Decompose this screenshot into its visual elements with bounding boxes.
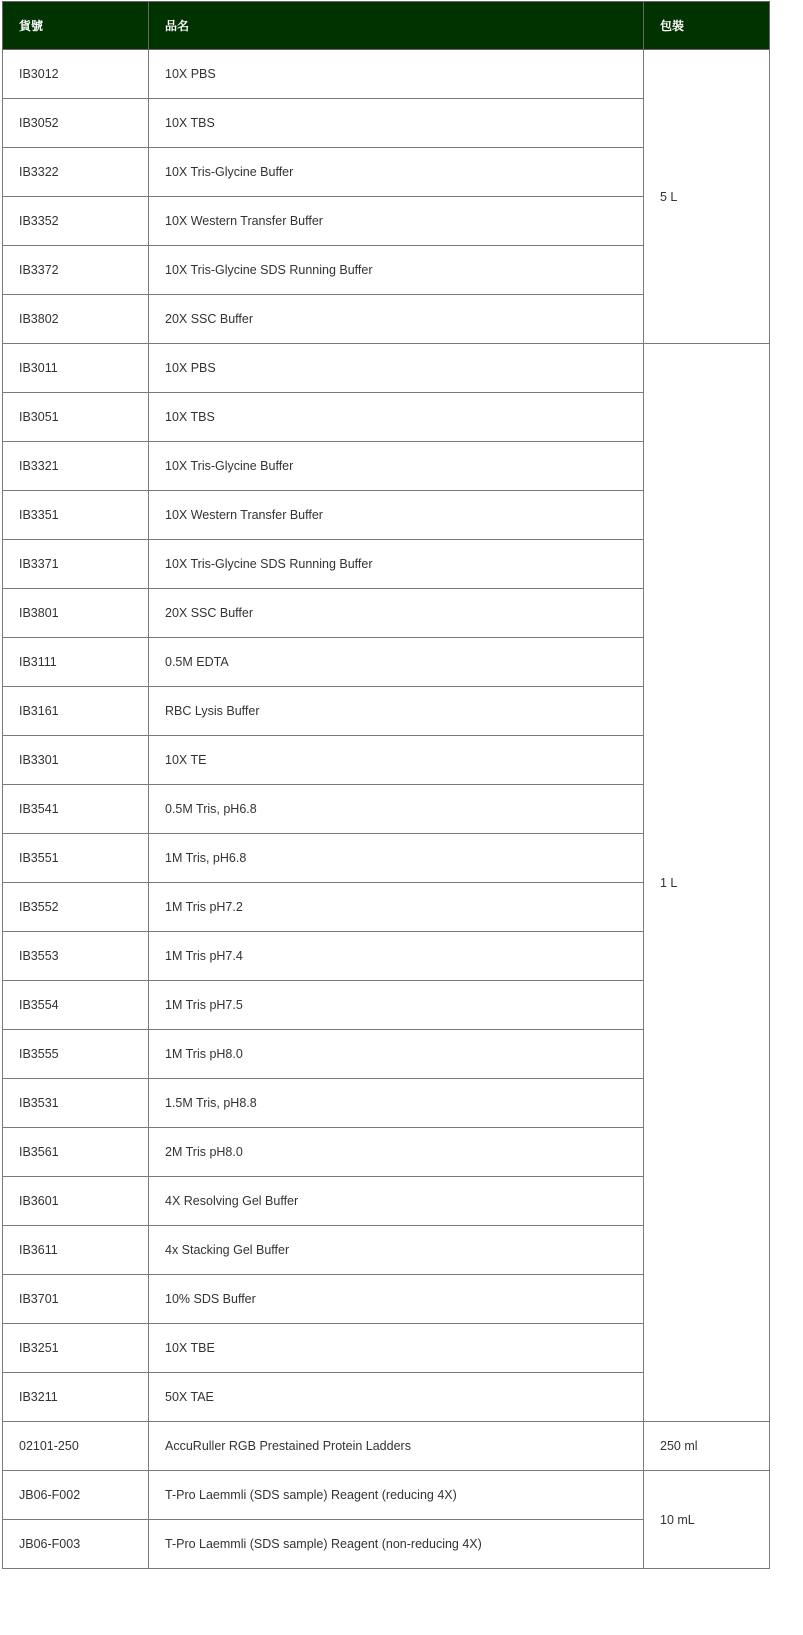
- product-name-cell: AccuRuller RGB Prestained Protein Ladders: [149, 1422, 644, 1471]
- header-item-code: 貨號: [3, 2, 149, 50]
- product-name-cell: T-Pro Laemmli (SDS sample) Reagent (non-reducing 4X): [149, 1520, 644, 1569]
- item-code-cell: IB3111: [3, 638, 149, 687]
- product-name-cell: 20X SSC Buffer: [149, 295, 644, 344]
- item-code-cell: IB3052: [3, 99, 149, 148]
- product-name-cell: 10X Tris-Glycine SDS Running Buffer: [149, 246, 644, 295]
- product-name-cell: 10X Western Transfer Buffer: [149, 491, 644, 540]
- product-name-cell: 1M Tris pH7.2: [149, 883, 644, 932]
- package-cell: 250 ml: [644, 1422, 770, 1471]
- product-name-cell: 4x Stacking Gel Buffer: [149, 1226, 644, 1275]
- product-name-cell: 4X Resolving Gel Buffer: [149, 1177, 644, 1226]
- product-name-cell: 10X TBS: [149, 99, 644, 148]
- product-name-cell: 10X Tris-Glycine SDS Running Buffer: [149, 540, 644, 589]
- product-name-cell: 0.5M Tris, pH6.8: [149, 785, 644, 834]
- product-name-cell: 20X SSC Buffer: [149, 589, 644, 638]
- item-code-cell: IB3801: [3, 589, 149, 638]
- product-name-cell: 1M Tris pH7.4: [149, 932, 644, 981]
- item-code-cell: IB3551: [3, 834, 149, 883]
- product-name-cell: 10X PBS: [149, 344, 644, 393]
- table-row: [3, 1471, 770, 1520]
- product-table: [2, 1, 770, 1569]
- product-name-cell: 50X TAE: [149, 1373, 644, 1422]
- item-code-cell: IB3011: [3, 344, 149, 393]
- item-code-cell: IB3552: [3, 883, 149, 932]
- item-code-cell: IB3161: [3, 687, 149, 736]
- item-code-cell: IB3701: [3, 1275, 149, 1324]
- package-cell: 10 mL: [644, 1471, 770, 1569]
- table-row: [3, 344, 770, 393]
- product-name-cell: 1M Tris, pH6.8: [149, 834, 644, 883]
- item-code-cell: IB3371: [3, 540, 149, 589]
- product-name-cell: 10X Western Transfer Buffer: [149, 197, 644, 246]
- item-code-cell: IB3211: [3, 1373, 149, 1422]
- table-row: [3, 1422, 770, 1471]
- product-name-cell: 10X Tris-Glycine Buffer: [149, 148, 644, 197]
- header-row: [3, 2, 770, 50]
- item-code-cell: IB3601: [3, 1177, 149, 1226]
- product-name-cell: 10% SDS Buffer: [149, 1275, 644, 1324]
- product-name-cell: 0.5M EDTA: [149, 638, 644, 687]
- item-code-cell: 02101-250: [3, 1422, 149, 1471]
- item-code-cell: IB3555: [3, 1030, 149, 1079]
- product-name-cell: 10X TBS: [149, 393, 644, 442]
- product-name-cell: 10X TBE: [149, 1324, 644, 1373]
- product-name-cell: 1M Tris pH8.0: [149, 1030, 644, 1079]
- item-code-cell: IB3541: [3, 785, 149, 834]
- item-code-cell: IB3611: [3, 1226, 149, 1275]
- table-header: [3, 2, 770, 50]
- item-code-cell: IB3321: [3, 442, 149, 491]
- item-code-cell: IB3051: [3, 393, 149, 442]
- item-code-cell: IB3802: [3, 295, 149, 344]
- item-code-cell: IB3351: [3, 491, 149, 540]
- package-cell: 5 L: [644, 50, 770, 344]
- product-name-cell: 10X PBS: [149, 50, 644, 99]
- item-code-cell: IB3301: [3, 736, 149, 785]
- item-code-cell: IB3322: [3, 148, 149, 197]
- table-row: [3, 50, 770, 99]
- item-code-cell: IB3531: [3, 1079, 149, 1128]
- product-name-cell: RBC Lysis Buffer: [149, 687, 644, 736]
- table-body: [3, 50, 770, 1569]
- product-name-cell: 10X TE: [149, 736, 644, 785]
- product-name-cell: 10X Tris-Glycine Buffer: [149, 442, 644, 491]
- item-code-cell: IB3251: [3, 1324, 149, 1373]
- item-code-cell: IB3372: [3, 246, 149, 295]
- item-code-cell: JB06-F003: [3, 1520, 149, 1569]
- header-product-name: 品名: [149, 2, 644, 50]
- header-package: 包裝: [644, 2, 770, 50]
- item-code-cell: IB3561: [3, 1128, 149, 1177]
- item-code-cell: IB3554: [3, 981, 149, 1030]
- product-name-cell: T-Pro Laemmli (SDS sample) Reagent (reducing 4X): [149, 1471, 644, 1520]
- item-code-cell: IB3012: [3, 50, 149, 99]
- product-name-cell: 1.5M Tris, pH8.8: [149, 1079, 644, 1128]
- product-name-cell: 1M Tris pH7.5: [149, 981, 644, 1030]
- item-code-cell: IB3553: [3, 932, 149, 981]
- package-cell: 1 L: [644, 344, 770, 1422]
- item-code-cell: JB06-F002: [3, 1471, 149, 1520]
- product-name-cell: 2M Tris pH8.0: [149, 1128, 644, 1177]
- item-code-cell: IB3352: [3, 197, 149, 246]
